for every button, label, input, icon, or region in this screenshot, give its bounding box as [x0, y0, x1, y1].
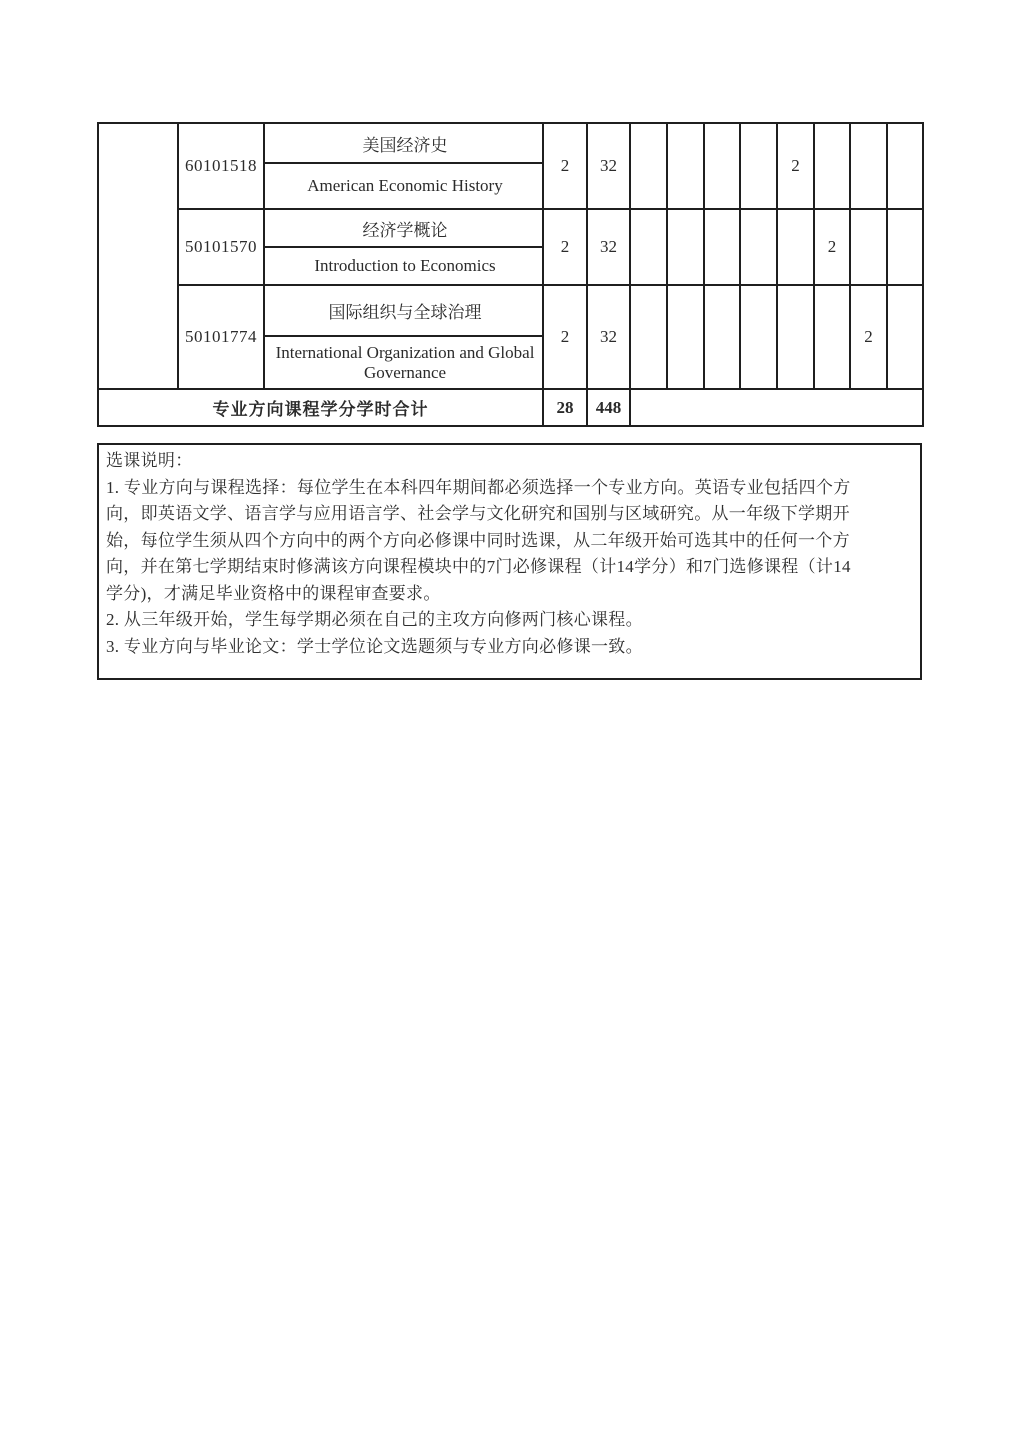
- curriculum-table: [97, 122, 924, 427]
- course-name-zh: 国际组织与全球治理: [264, 285, 543, 336]
- semester-mark-2: [667, 123, 704, 209]
- course-code: 60101518: [178, 123, 264, 209]
- category-cell: [98, 123, 178, 389]
- course-name-zh: 美国经济史: [264, 123, 543, 163]
- semester-mark-3: [704, 209, 740, 285]
- semester-mark-2: [667, 285, 704, 389]
- summary-empty-cell: [630, 389, 923, 426]
- semester-mark-1: [630, 123, 667, 209]
- course-row: [98, 123, 923, 163]
- semester-mark-7: [850, 123, 887, 209]
- summary-label: 专业方向课程学分学时合计: [98, 389, 543, 426]
- notes-line: 向，并在第七学期结束时修满该方向课程模块中的7门必修课程（计14学分）和7门选修课程（计14: [106, 557, 851, 576]
- notes-line: 1. 专业方向与课程选择：每位学生在本科四年期间都必须选择一个专业方向。英语专业包括四个方: [106, 477, 851, 497]
- notes-title: 选课说明：: [106, 451, 193, 470]
- course-name-zh: 经济学概论: [264, 209, 543, 247]
- semester-mark-7: [850, 209, 887, 285]
- course-name-en: Introduction to Economics: [264, 247, 543, 285]
- hours-value: 32: [587, 209, 630, 285]
- notes-line: 学分)，才满足毕业资格中的课程审查要求。: [106, 583, 441, 603]
- semester-mark-4: [740, 285, 777, 389]
- notes-line: 2. 从三年级开始，学生每学期必须在自己的主攻方向修两门核心课程。: [106, 610, 643, 629]
- summary-hours: 448: [587, 389, 630, 426]
- credits-value: 2: [543, 209, 587, 285]
- semester-mark-3: [704, 123, 740, 209]
- semester-mark-8: [887, 209, 923, 285]
- credits-value: 2: [543, 285, 587, 389]
- notes-line: 3. 专业方向与毕业论文：学士学位论文选题须与专业方向必修课一致。: [106, 636, 643, 656]
- hours-value: 32: [587, 285, 630, 389]
- hours-value: 32: [587, 123, 630, 209]
- semester-mark-4: [740, 123, 777, 209]
- credits-value: 2: [543, 123, 587, 209]
- semester-mark-5: 2: [777, 123, 814, 209]
- notes-box: [97, 443, 922, 680]
- course-row: [98, 285, 923, 336]
- semester-mark-4: [740, 209, 777, 285]
- semester-mark-5: [777, 285, 814, 389]
- course-name-en: American Economic History: [264, 163, 543, 209]
- semester-mark-8: [887, 123, 923, 209]
- semester-mark-5: [777, 209, 814, 285]
- notes-line: 始，每位学生须从四个方向中的两个方向必修课中同时选课，从二年级开始可选其中的任何一个方: [106, 530, 850, 550]
- notes-line: 向，即英语文学、语言学与应用语言学、社会学与文化研究和国别与区域研究。从一年级下学期开: [106, 504, 850, 523]
- semester-mark-8: [887, 285, 923, 389]
- semester-mark-6: 2: [814, 209, 850, 285]
- semester-mark-6: [814, 123, 850, 209]
- course-row: [98, 209, 923, 247]
- summary-row: [98, 389, 923, 426]
- semester-mark-6: [814, 285, 850, 389]
- semester-mark-2: [667, 209, 704, 285]
- summary-credits: 28: [543, 389, 587, 426]
- course-code: 50101774: [178, 285, 264, 389]
- course-code: 50101570: [178, 209, 264, 285]
- course-name-en: International Organization and Global Governance: [264, 336, 543, 389]
- semester-mark-3: [704, 285, 740, 389]
- semester-mark-1: [630, 209, 667, 285]
- semester-mark-1: [630, 285, 667, 389]
- semester-mark-7: 2: [850, 285, 887, 389]
